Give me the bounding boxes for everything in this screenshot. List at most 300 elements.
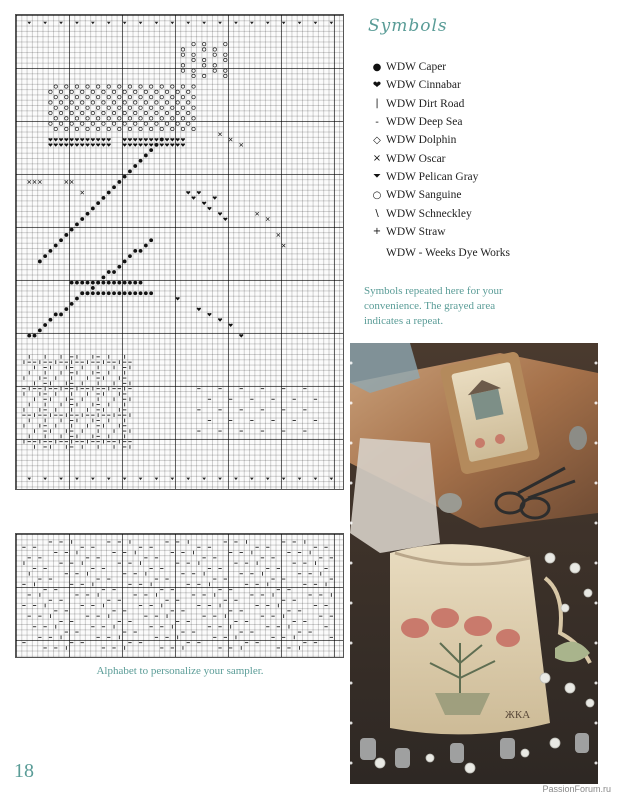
stitch-ring <box>224 74 227 77</box>
stitch-cross <box>266 217 269 220</box>
stitch-heart <box>128 138 132 141</box>
stitch-dot <box>75 297 79 301</box>
page-number: 18 <box>14 760 34 782</box>
stitch-ring <box>224 53 227 56</box>
stitch-dot <box>54 244 58 248</box>
stitch-triangle <box>75 22 79 25</box>
stitch-dot <box>128 291 132 295</box>
stitch-heart <box>91 138 95 141</box>
dolphin-diamond-icon: ◇ <box>373 134 381 146</box>
stitch-heart <box>154 138 158 141</box>
stitch-triangle <box>59 478 63 481</box>
stitch-heart <box>64 138 68 141</box>
stitch-dot <box>139 249 143 253</box>
stitch-heart <box>149 143 153 146</box>
stitch-ring <box>192 69 195 72</box>
stitch-triangle <box>202 22 206 25</box>
stitch-ring <box>155 90 158 93</box>
stitch-heart <box>181 143 185 146</box>
stitch-ring <box>181 64 184 67</box>
stitch-cross <box>256 212 259 215</box>
stitch-dot <box>133 291 137 295</box>
stitch-triangle <box>314 22 318 25</box>
stitch-dot <box>144 154 148 158</box>
stitch-ring <box>192 95 195 98</box>
stitch-heart <box>59 143 63 146</box>
stitch-dot <box>123 260 127 264</box>
stitch-heart <box>181 138 185 141</box>
stitch-cross <box>38 180 41 183</box>
stitch-ring <box>96 85 99 88</box>
stitch-ring <box>112 90 115 93</box>
legend-label: WDW Straw <box>386 225 446 238</box>
stitch-ring <box>139 106 142 109</box>
stitch-ring <box>86 117 89 120</box>
stitch-dot <box>43 323 47 327</box>
stitch-ring <box>49 101 52 104</box>
stitch-ring <box>160 127 163 130</box>
stitch-triangle <box>107 478 111 481</box>
stitch-cross <box>282 244 285 247</box>
stitch-ring <box>128 127 131 130</box>
stitch-triangle <box>171 22 175 25</box>
stitch-ring <box>171 106 174 109</box>
stitch-ring <box>149 85 152 88</box>
stitch-dot <box>102 275 106 279</box>
stitch-dot <box>112 291 116 295</box>
stitch-dot <box>86 291 90 295</box>
stitch-heart <box>176 138 180 141</box>
stitch-ring <box>192 74 195 77</box>
photo-illustration <box>350 343 598 784</box>
stitch-dot <box>149 148 153 152</box>
stitch-ring <box>128 85 131 88</box>
stitch-ring <box>96 106 99 109</box>
stitch-dot <box>107 281 111 285</box>
stitch-heart <box>218 318 222 321</box>
stitch-ring <box>181 85 184 88</box>
stitch-ring <box>181 106 184 109</box>
stitch-ring <box>86 127 89 130</box>
stitch-ring <box>118 117 121 120</box>
stitch-dot <box>112 185 116 189</box>
stitch-heart <box>123 138 127 141</box>
stitch-heart <box>176 143 180 146</box>
stitch-dot <box>139 281 143 285</box>
stitch-triangle <box>330 478 334 481</box>
stitch-triangle <box>266 22 270 25</box>
cinnabar-heart-icon: ❤ <box>372 79 382 91</box>
stitch-triangle <box>314 478 318 481</box>
stitch-dot <box>70 281 74 285</box>
stitch-ring <box>65 85 68 88</box>
stitch-dot <box>91 286 95 290</box>
stitch-dot <box>102 291 106 295</box>
stitch-dot <box>133 249 137 253</box>
legend-title: Symbols <box>368 16 448 36</box>
stitch-dot <box>107 291 111 295</box>
stitch-ring <box>70 122 73 125</box>
stitch-ring <box>75 106 78 109</box>
stitch-triangle <box>218 22 222 25</box>
stitch-heart <box>70 138 74 141</box>
stitch-ring <box>102 122 105 125</box>
stitch-ring <box>65 106 68 109</box>
stitch-ring <box>165 111 168 114</box>
symbol-legend <box>368 58 478 241</box>
stitch-heart <box>64 143 68 146</box>
stitch-ring <box>102 101 105 104</box>
stitch-dot <box>117 281 121 285</box>
stitch-ring <box>149 106 152 109</box>
stitch-dot <box>144 244 148 248</box>
stitch-ring <box>165 90 168 93</box>
stitch-cross <box>218 133 221 136</box>
stitch-heart <box>107 138 111 141</box>
stitch-dot <box>59 238 63 242</box>
stitch-triangle <box>234 478 238 481</box>
stitch-ring <box>91 111 94 114</box>
stitch-cross <box>277 233 280 236</box>
stitch-ring <box>86 106 89 109</box>
stitch-heart <box>101 138 105 141</box>
sampler-photo <box>350 343 598 784</box>
stitch-ring <box>134 101 137 104</box>
stitch-ring <box>155 101 158 104</box>
stitch-ring <box>187 101 190 104</box>
stitch-ring <box>65 117 68 120</box>
stitch-ring <box>176 101 179 104</box>
legend-label: WDW Dolphin <box>386 134 457 147</box>
stitch-ring <box>102 90 105 93</box>
stitch-ring <box>86 85 89 88</box>
stitch-dot <box>139 159 143 163</box>
legend-note: WDW - Weeks Dye Works <box>386 247 510 259</box>
stitch-dot <box>33 334 37 338</box>
stitch-triangle <box>59 22 63 25</box>
stitch-ring <box>181 117 184 120</box>
stitch-triangle <box>123 478 127 481</box>
stitch-heart <box>207 207 211 210</box>
stitch-dot <box>70 302 74 306</box>
stitch-dot <box>91 207 95 211</box>
stitch-ring <box>59 101 62 104</box>
stitch-dot <box>75 281 79 285</box>
stitch-dot <box>86 281 90 285</box>
stitch-dot <box>80 217 84 221</box>
stitch-ring <box>165 122 168 125</box>
stitch-ring <box>49 111 52 114</box>
stitch-ring <box>171 117 174 120</box>
stitch-ring <box>118 85 121 88</box>
stitch-triangle <box>43 478 47 481</box>
stitch-ring <box>149 127 152 130</box>
stitch-ring <box>171 127 174 130</box>
stitch-triangle <box>139 478 143 481</box>
stitch-heart <box>239 334 243 337</box>
stitch-triangle <box>298 22 302 25</box>
stitch-ring <box>192 85 195 88</box>
stitch-dot <box>80 291 84 295</box>
stitch-heart <box>144 143 148 146</box>
stitch-ring <box>86 95 89 98</box>
stitch-ring <box>54 127 57 130</box>
stitch-triangle <box>266 478 270 481</box>
stitch-ring <box>192 42 195 45</box>
stitch-ring <box>75 95 78 98</box>
stitch-triangle <box>123 22 127 25</box>
stitch-ring <box>70 111 73 114</box>
stitch-triangle <box>27 478 31 481</box>
stitch-dot <box>86 212 90 216</box>
stitch-ring <box>59 90 62 93</box>
stitch-heart <box>213 196 217 199</box>
stitch-heart <box>165 143 169 146</box>
stitch-ring <box>213 48 216 51</box>
stitch-heart <box>59 138 63 141</box>
stitch-ring <box>81 122 84 125</box>
stitch-dot <box>64 307 68 311</box>
stitch-ring <box>139 117 142 120</box>
legend-label: WDW Deep Sea <box>386 116 463 129</box>
stitch-heart <box>138 138 142 141</box>
stitch-ring <box>139 85 142 88</box>
stitch-ring <box>59 111 62 114</box>
stitch-heart <box>138 143 142 146</box>
stitch-ring <box>181 95 184 98</box>
deep-sea-dash-icon: - <box>375 116 379 128</box>
stitch-ring <box>54 95 57 98</box>
legend-item <box>368 95 478 113</box>
alphabet-caption: Alphabet to personalize your sampler. <box>96 665 264 677</box>
stitch-dot <box>144 291 148 295</box>
stitch-ring <box>54 85 57 88</box>
stitch-heart <box>75 143 79 146</box>
stitch-ring <box>192 58 195 61</box>
stitch-heart <box>144 138 148 141</box>
stitch-ring <box>75 117 78 120</box>
stitch-ring <box>187 111 190 114</box>
stitch-dot <box>128 254 132 258</box>
stitch-heart <box>133 143 137 146</box>
caper-symbol-icon: ● <box>372 61 382 73</box>
stitch-dot <box>91 291 95 295</box>
stitch-ring <box>107 117 110 120</box>
stitch-ring <box>81 90 84 93</box>
stitch-heart <box>48 143 52 146</box>
legend-label: WDW Pelican Gray <box>386 170 479 183</box>
stitch-triangle <box>234 22 238 25</box>
stitch-ring <box>81 101 84 104</box>
stitch-dot <box>149 291 153 295</box>
stitch-ring <box>144 111 147 114</box>
stitch-triangle <box>202 478 206 481</box>
stitch-ring <box>181 48 184 51</box>
stitch-triangle <box>218 478 222 481</box>
stitch-ring <box>149 117 152 120</box>
stitch-ring <box>181 53 184 56</box>
stitch-heart <box>191 196 195 199</box>
stitch-triangle <box>155 22 159 25</box>
stitch-ring <box>192 117 195 120</box>
legend-item <box>368 186 478 204</box>
stitch-heart <box>197 308 201 311</box>
stitch-ring <box>155 111 158 114</box>
stitch-heart <box>80 143 84 146</box>
stitch-cross <box>229 138 232 141</box>
stitch-dot <box>117 265 121 269</box>
stitch-ring <box>224 69 227 72</box>
stitch-ring <box>81 111 84 114</box>
stitch-ring <box>160 106 163 109</box>
stitch-heart <box>229 324 233 327</box>
legend-label: WDW Cinnabar <box>386 79 461 92</box>
stitch-ring <box>213 53 216 56</box>
stitch-heart <box>176 297 180 300</box>
stitch-triangle <box>250 478 254 481</box>
stitch-dot <box>155 143 159 147</box>
legend-item <box>368 223 478 241</box>
legend-item <box>368 149 478 167</box>
stitch-dot <box>102 196 106 200</box>
stitch-ring <box>165 101 168 104</box>
stitch-dot <box>49 249 53 253</box>
stitch-triangle <box>282 478 286 481</box>
stitch-ring <box>54 117 57 120</box>
stitch-dot <box>149 238 153 242</box>
stitch-ring <box>91 101 94 104</box>
stitch-heart <box>85 138 89 141</box>
stitch-dot <box>49 318 53 322</box>
legend-item <box>368 168 478 186</box>
sanguine-circle-icon: ○ <box>372 189 382 201</box>
stitch-cross <box>28 180 31 183</box>
stitch-ring <box>134 90 137 93</box>
stitch-cross <box>70 180 73 183</box>
stitch-ring <box>123 111 126 114</box>
stitch-dot <box>107 191 111 195</box>
stitch-ring <box>91 90 94 93</box>
stitch-dot <box>38 260 42 264</box>
stitch-ring <box>181 127 184 130</box>
stitch-ring <box>112 122 115 125</box>
stitch-ring <box>112 101 115 104</box>
stitch-dot <box>27 334 31 338</box>
stitch-dot <box>70 228 74 232</box>
stitch-dot <box>160 138 164 142</box>
stitch-dot <box>123 281 127 285</box>
stitch-triangle <box>75 478 79 481</box>
stitch-ring <box>128 106 131 109</box>
stitch-cross <box>65 180 68 183</box>
stitch-heart <box>170 143 174 146</box>
stitch-heart <box>133 138 137 141</box>
stitch-ring <box>139 95 142 98</box>
stitch-ring <box>139 127 142 130</box>
stitch-ring <box>118 127 121 130</box>
stitch-ring <box>128 117 131 120</box>
stitch-ring <box>49 90 52 93</box>
stitch-ring <box>202 58 205 61</box>
stitch-ring <box>49 122 52 125</box>
pelican-gray-triangle-icon: ⏷ <box>373 171 381 183</box>
stitch-ring <box>213 69 216 72</box>
stitch-dot <box>107 270 111 274</box>
stitch-ring <box>192 127 195 130</box>
stitch-ring <box>91 122 94 125</box>
stitch-triangle <box>171 478 175 481</box>
legend-label: WDW Oscar <box>386 152 446 165</box>
stitch-ring <box>187 122 190 125</box>
stitch-ring <box>202 64 205 67</box>
stitch-ring <box>149 95 152 98</box>
stitch-ring <box>160 117 163 120</box>
stitch-heart <box>54 138 58 141</box>
schneckley-backslash-icon: \ <box>375 208 379 220</box>
stitch-ring <box>144 101 147 104</box>
stitch-ring <box>160 95 163 98</box>
stitch-ring <box>202 48 205 51</box>
stitch-dot <box>128 169 132 173</box>
stitch-triangle <box>155 478 159 481</box>
stitch-ring <box>107 85 110 88</box>
stitch-dot <box>133 164 137 168</box>
repeat-caption: Symbols repeated here for your convenience. The grayed area indicates a repeat. <box>364 285 503 327</box>
stitch-ring <box>224 42 227 45</box>
stitch-heart <box>107 143 111 146</box>
stitch-ring <box>192 53 195 56</box>
stitch-heart <box>123 143 127 146</box>
stitch-dot <box>117 291 121 295</box>
stitch-ring <box>102 111 105 114</box>
legend-label: WDW Caper <box>386 61 447 74</box>
stitch-dot <box>64 233 68 237</box>
stitch-ring <box>128 95 131 98</box>
stitch-triangle <box>298 478 302 481</box>
stitch-triangle <box>91 22 95 25</box>
stitch-dot <box>139 291 143 295</box>
stitch-heart <box>207 313 211 316</box>
legend-item <box>368 113 478 131</box>
stitch-heart <box>218 212 222 215</box>
stitch-dot <box>91 281 95 285</box>
stitch-triangle <box>107 22 111 25</box>
stitch-triangle <box>27 22 31 25</box>
stitch-dot <box>96 291 100 295</box>
stitch-ring <box>213 64 216 67</box>
stitch-ring <box>123 90 126 93</box>
stitch-heart <box>197 191 201 194</box>
cross-stitch-chart <box>15 14 344 490</box>
stitch-dot <box>117 180 121 184</box>
stitch-cross <box>81 191 84 194</box>
oscar-cross-icon: × <box>372 153 382 165</box>
stitch-heart <box>91 143 95 146</box>
stitch-heart <box>160 143 164 146</box>
stitch-heart <box>202 202 206 205</box>
stitch-heart <box>54 143 58 146</box>
stitch-heart <box>223 218 227 221</box>
legend-item <box>368 131 478 149</box>
stitch-dot <box>102 281 106 285</box>
stitch-heart <box>96 143 100 146</box>
watermark: PassionForum.ru <box>542 784 611 794</box>
stitch-triangle <box>186 478 190 481</box>
stitch-dot <box>59 313 63 317</box>
stitch-ring <box>96 117 99 120</box>
alphabet-symbols <box>16 534 343 657</box>
stitch-dot <box>123 291 127 295</box>
